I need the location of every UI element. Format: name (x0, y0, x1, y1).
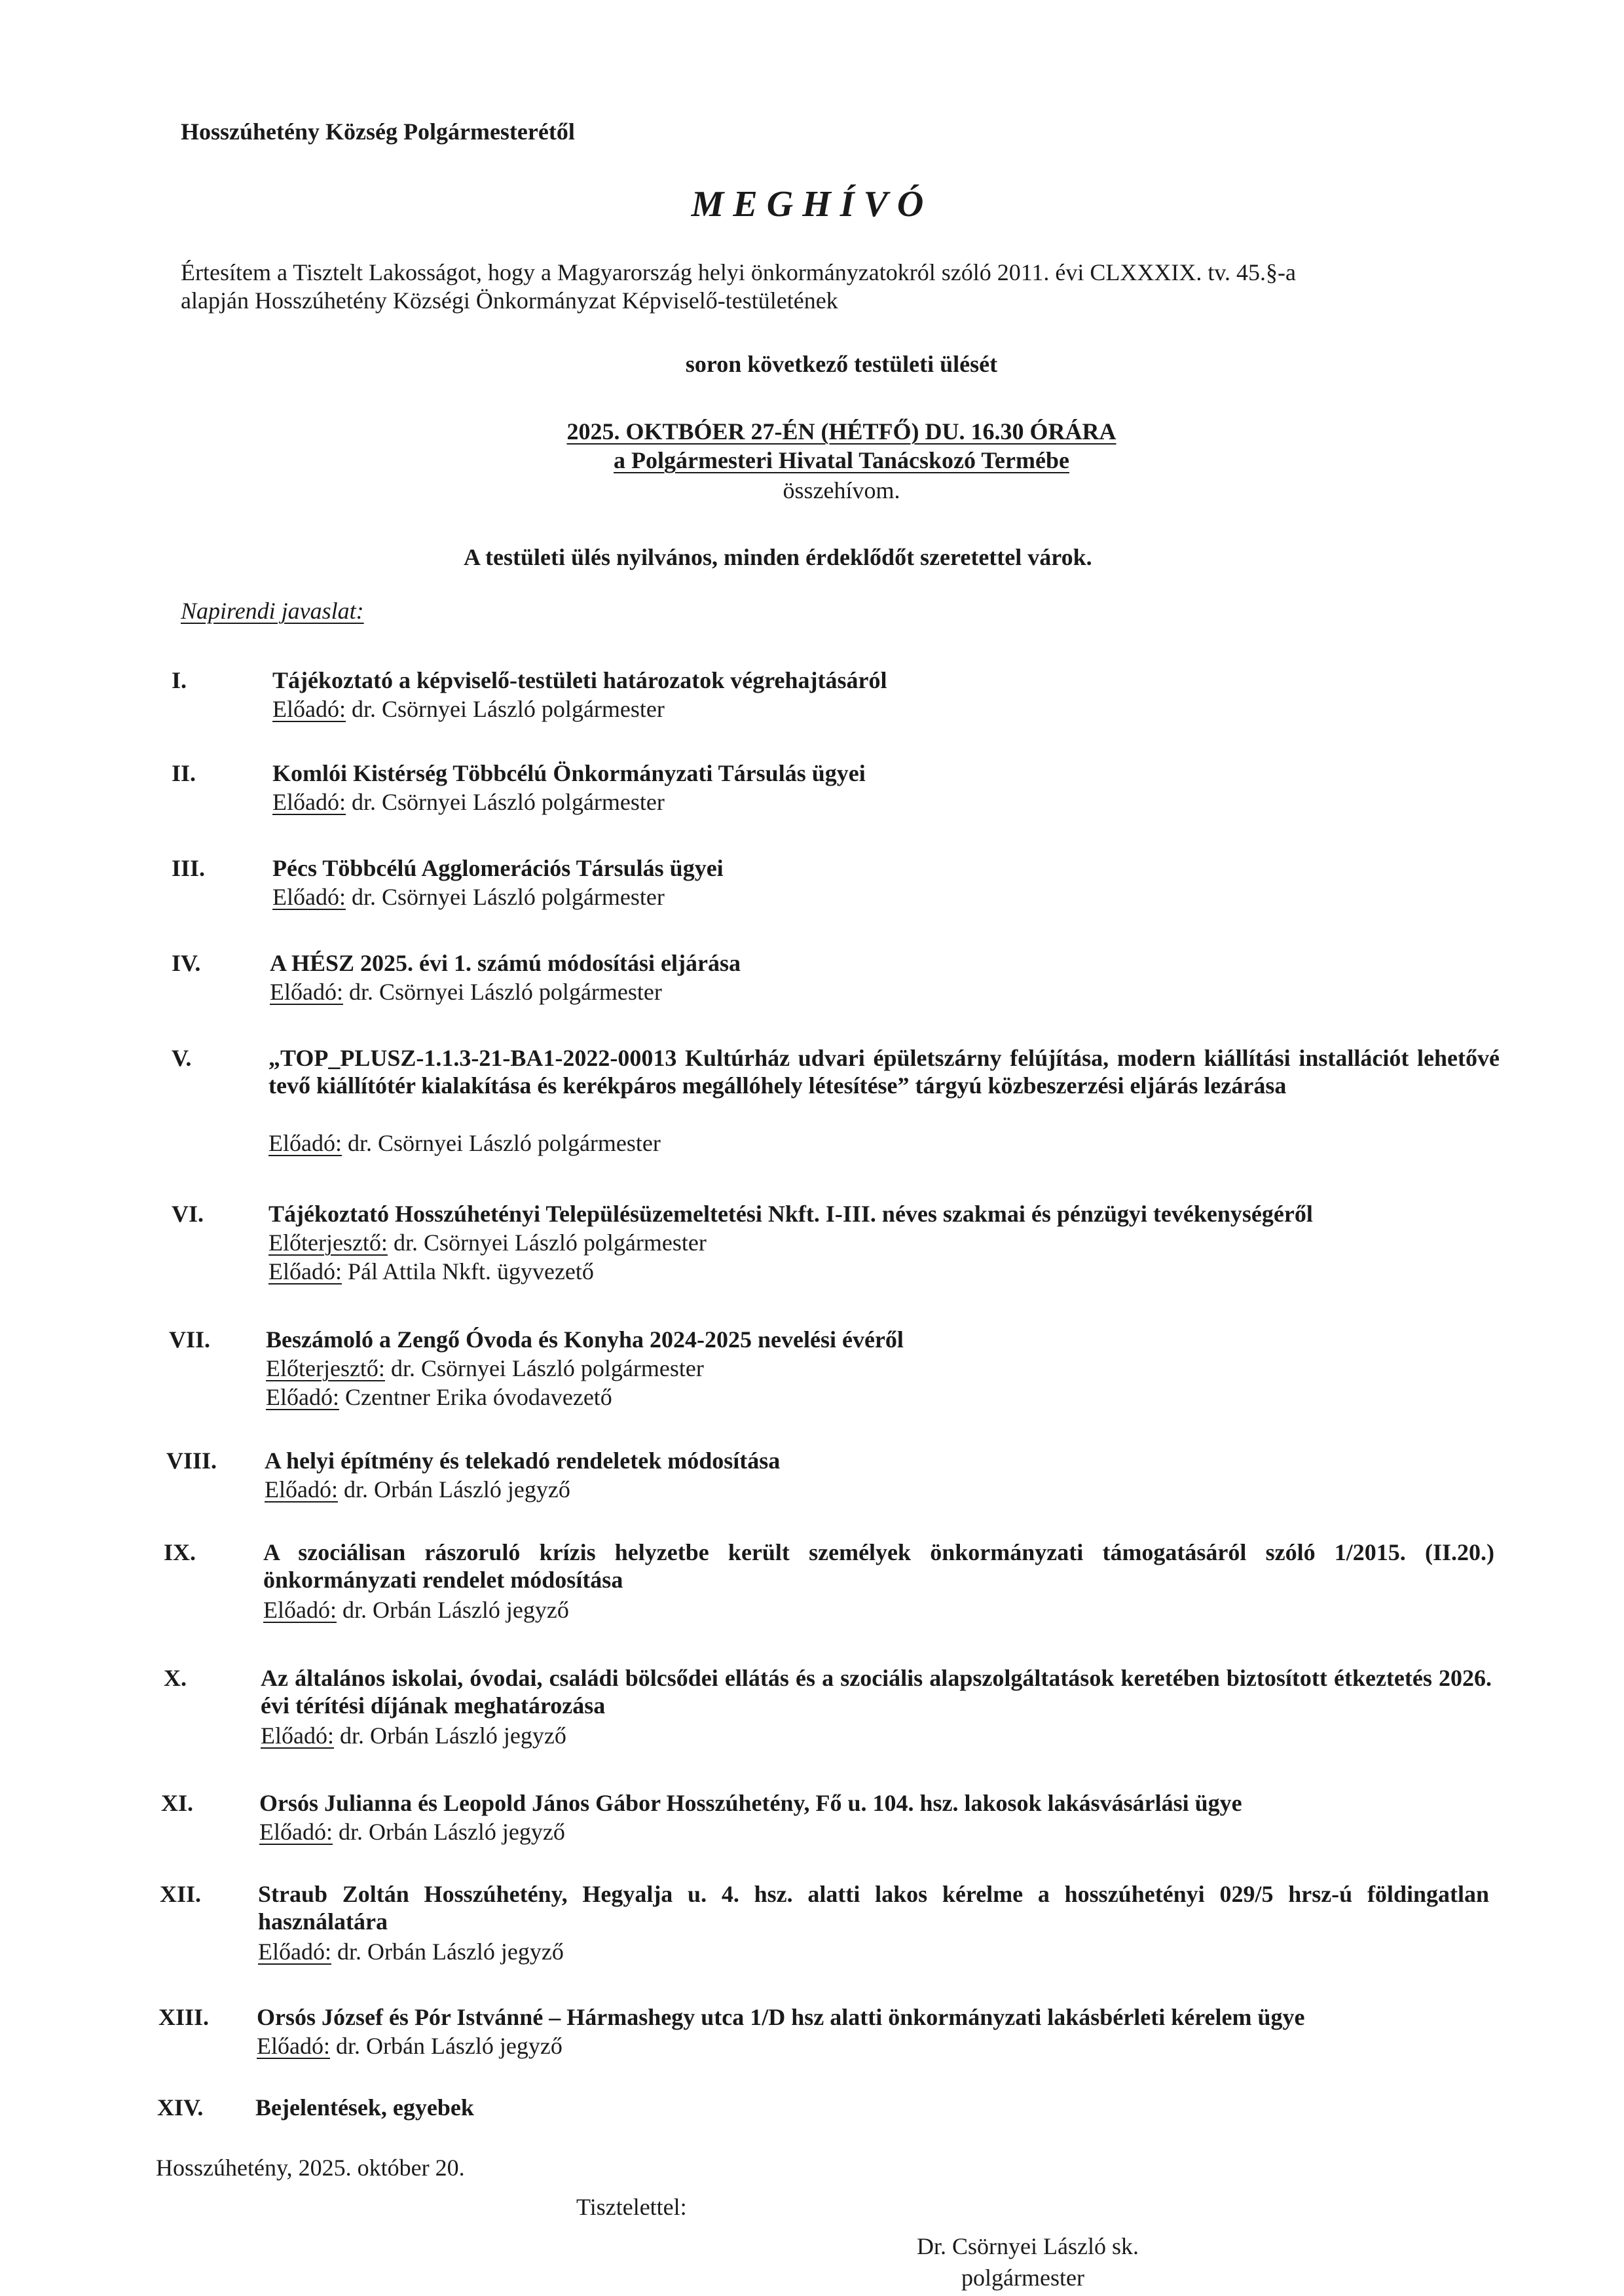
item-presenter: Előadó: dr. Csörnyei László polgármester (268, 1130, 661, 1156)
item-number: VI. (172, 1201, 204, 1227)
item-number: III. (172, 855, 206, 881)
document-title: MEGHÍVÓ (691, 184, 933, 225)
item-number: X. (164, 1665, 187, 1691)
item-title: A szociálisan rászoruló krízis helyzetbe került személyek önkormányzati támogatásáról szóló 1/2015. (II.20.) önkormányzati rendelet módosítása (263, 1539, 1494, 1593)
signer-name: Dr. Csörnyei László sk. (917, 2233, 1139, 2259)
item-presenter: Előadó: dr. Orbán László jegyző (257, 2033, 563, 2059)
item-presenter: Előadó: dr. Orbán László jegyző (259, 1819, 565, 1845)
item-presenter: Előadó: dr. Orbán László jegyző (261, 1722, 566, 1749)
item-title: Pécs Többcélú Agglomerációs Társulás ügyei (272, 855, 724, 881)
item-presenter-2: Előadó: Pál Attila Nkft. ügyvezető (268, 1258, 594, 1285)
convene-text: összehívom. (783, 477, 900, 503)
greeting: Tisztelettel: (576, 2194, 687, 2220)
item-presenter: Előadó: dr. Csörnyei László polgármester (272, 789, 665, 815)
item-number: IV. (172, 950, 201, 976)
item-title: Tájékoztató Hosszúhetényi Településüzemeltetési Nkft. I-III. néves szakmai és pénzügyi tevékenységéről (268, 1201, 1313, 1227)
item-title: Tájékoztató a képviselő-testületi határozatok végrehajtásáról (272, 667, 887, 693)
signer-title: polgármester (961, 2265, 1084, 2291)
public-note: A testületi ülés nyilvános, minden érdeklődőt szeretettel várok. (464, 544, 1092, 570)
item-presenter-2: Előadó: Czentner Erika óvodavezető (266, 1384, 612, 1410)
session-date: 2025. OKTBÓER 27-ÉN (HÉTFŐ) DU. 16.30 ÓRÁRA (566, 418, 1116, 445)
item-title: Straub Zoltán Hosszúhetény, Hegyalja u. 4. hsz. alatti lakos kérelme a hosszúhetényi 029/5 hrsz-ú földingatlan használatára (258, 1881, 1489, 1935)
item-title: „TOP_PLUSZ-1.1.3-21-BA1-2022-00013 Kultúrház udvari épületszárny felújítása, modern kiállítási installációt lehetővé tevő kiállítótér kialakítása és kerékpáros megállóhely létesítése” tárgyú közbeszerzési eljárás lezárása (268, 1045, 1500, 1099)
item-title: Az általános iskolai, óvodai, családi bölcsődei ellátás és a szociális alapszolgáltatások keretében biztosított étkeztetés 2026. évi térítési díjának meghatározása (261, 1665, 1492, 1719)
item-number: V. (172, 1045, 192, 1071)
item-presenter: Előterjesztő: dr. Csörnyei László polgármester (268, 1230, 707, 1256)
item-presenter: Előadó: dr. Orbán László jegyző (265, 1476, 570, 1503)
item-number: XII. (160, 1881, 202, 1907)
intro-line-1: Értesítem a Tisztelt Lakosságot, hogy a Magyarország helyi önkormányzatokról szóló 2011. évi CLXXXIX. tv. 45.§-a (181, 259, 1296, 285)
place-date: Hosszúhetény, 2025. október 20. (156, 2155, 465, 2181)
item-title: Komlói Kistérség Többcélú Önkormányzati Társulás ügyei (272, 760, 866, 786)
item-number: IX. (164, 1539, 196, 1565)
item-title: Beszámoló a Zengő Óvoda és Konyha 2024-2025 nevelési évéről (266, 1326, 904, 1353)
item-presenter: Előadó: dr. Orbán László jegyző (263, 1597, 569, 1623)
item-presenter: Előadó: dr. Csörnyei László polgármester (272, 696, 665, 722)
sender-line: Hosszúhetény Község Polgármesterétől (181, 118, 575, 145)
agenda-label: Napirendi javaslat: (181, 598, 364, 624)
item-number: XIII. (158, 2004, 210, 2030)
item-title: Bejelentések, egyebek (255, 2094, 474, 2121)
item-number: XIV. (157, 2094, 204, 2121)
item-number: II. (172, 760, 196, 786)
item-number: XI. (161, 1790, 194, 1816)
item-title: Orsós Julianna és Leopold János Gábor Hosszúhetény, Fő u. 104. hsz. lakosok lakásvásárlási ügye (259, 1790, 1242, 1816)
item-title: Orsós József és Pór Istvánné – Hármashegy utca 1/D hsz alatti önkormányzati lakásbérleti kérelem ügye (257, 2004, 1305, 2030)
item-number: VII. (169, 1326, 211, 1353)
item-number: I. (172, 667, 187, 693)
intro-line-2: alapján Hosszúhetény Községi Önkormányzat Képviselő-testületének (181, 287, 838, 314)
session-place: a Polgármesteri Hivatal Tanácskozó Termébe (614, 447, 1069, 473)
item-presenter: Előadó: dr. Csörnyei László polgármester (270, 979, 662, 1005)
item-presenter: Előadó: dr. Csörnyei László polgármester (272, 884, 665, 910)
session-label: soron következő testületi ülését (685, 351, 998, 377)
item-title: A HÉSZ 2025. évi 1. számú módosítási eljárása (270, 950, 741, 976)
item-number: VIII. (166, 1448, 217, 1474)
item-presenter: Előadó: dr. Orbán László jegyző (258, 1939, 564, 1965)
item-title: A helyi építmény és telekadó rendeletek módosítása (265, 1448, 781, 1474)
item-presenter: Előterjesztő: dr. Csörnyei László polgármester (266, 1355, 704, 1381)
